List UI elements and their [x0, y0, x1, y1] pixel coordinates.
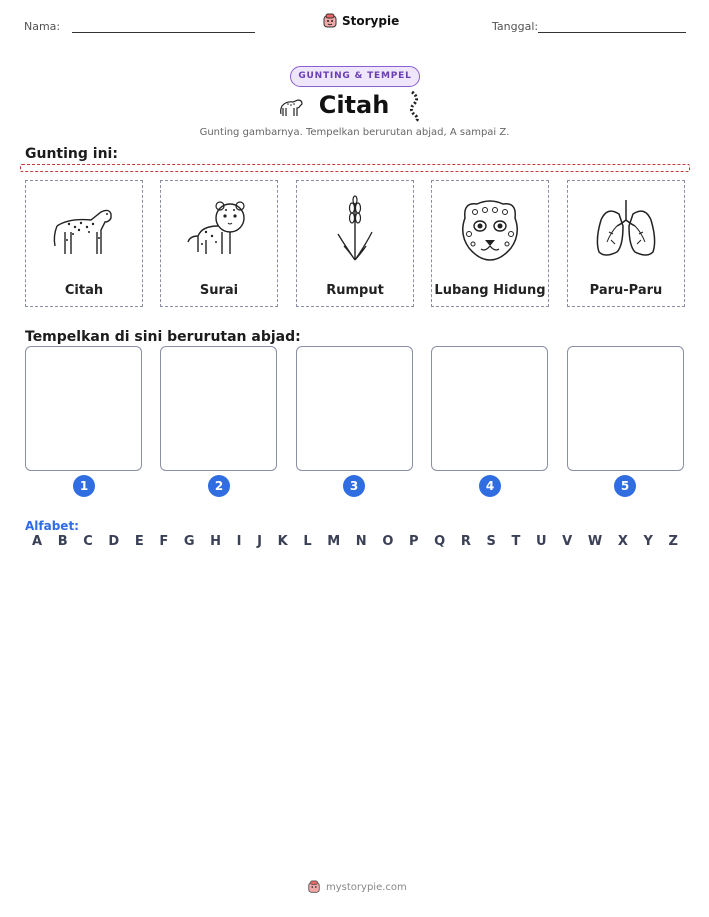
alphabet-letter: W [587, 534, 603, 549]
alphabet-letter: D [108, 534, 120, 549]
paste-slot-4[interactable] [431, 346, 548, 471]
card-label: Rumput [326, 283, 384, 298]
cut-card-surai[interactable] [160, 180, 278, 307]
card-label: Citah [64, 283, 104, 298]
cut-card-lubang-hidung[interactable] [431, 180, 549, 307]
alphabet-letter: C [83, 534, 93, 549]
paste-slot-1[interactable] [25, 346, 142, 471]
alphabet-letter: Q [434, 534, 446, 549]
slot-number-2: 2 [208, 475, 230, 497]
cut-card-citah[interactable] [25, 180, 143, 307]
brand-logo [322, 13, 399, 29]
instructions: Gunting gambarnya. Tempelkan berurutan abjad, A sampai Z. [199, 127, 510, 138]
card-label: Lubang Hidung [434, 283, 546, 298]
alphabet-letter: B [57, 534, 68, 549]
cut-section-title: Gunting ini: [25, 146, 118, 162]
alphabet-letter: P [409, 534, 419, 549]
activity-badge: GUNTING & TEMPEL [290, 66, 420, 87]
alphabet-letter: Z [668, 534, 678, 549]
name-line[interactable] [72, 32, 255, 33]
alphabet-letter: F [159, 534, 169, 549]
alphabet-letter: N [355, 534, 367, 549]
leopard-face-icon [455, 194, 525, 264]
alphabet-letter: U [535, 534, 547, 549]
storypie-mascot-icon [307, 880, 321, 894]
alphabet-letter: V [562, 534, 573, 549]
date-label: Tanggal: [492, 20, 539, 33]
alphabet-letter: M [327, 534, 341, 549]
paste-slot-2[interactable] [160, 346, 277, 471]
alphabet-letter: O [382, 534, 394, 549]
footer [307, 880, 407, 894]
cheetah-small-icon [278, 92, 306, 120]
alphabet-letter: K [277, 534, 288, 549]
brand-name: Storypie [342, 14, 400, 28]
alphabet-row [32, 534, 678, 549]
alphabet-letter: H [210, 534, 222, 549]
cut-card-rumput[interactable] [296, 180, 414, 307]
alphabet-letter: R [460, 534, 471, 549]
alphabet-letter: T [511, 534, 521, 549]
alphabet-letter: S [486, 534, 496, 549]
slot-number-4: 4 [479, 475, 501, 497]
grass-icon [330, 194, 380, 264]
cut-card-paru-paru[interactable] [567, 180, 685, 307]
card-label: Paru-Paru [589, 283, 663, 298]
alphabet-letter: Y [643, 534, 653, 549]
footer-url[interactable]: mystorypie.com [326, 881, 407, 893]
alphabet-letter: A [32, 534, 43, 549]
tail-icon [406, 90, 424, 122]
alphabet-letter: J [257, 534, 262, 549]
cub-icon [184, 196, 254, 262]
alphabet-title: Alfabet: [25, 519, 79, 533]
alphabet-letter: X [617, 534, 628, 549]
alphabet-letter: I [236, 534, 242, 549]
paste-section-title: Tempelkan di sini berurutan abjad: [25, 329, 301, 345]
lungs-icon [591, 196, 661, 262]
slot-number-5: 5 [614, 475, 636, 497]
card-label: Surai [199, 283, 239, 298]
slot-number-3: 3 [343, 475, 365, 497]
date-line[interactable] [538, 32, 686, 33]
paste-slot-5[interactable] [567, 346, 684, 471]
alphabet-letter: E [134, 534, 144, 549]
alphabet-letter: G [183, 534, 195, 549]
cheetah-icon [49, 196, 119, 262]
slot-number-1: 1 [73, 475, 95, 497]
cut-line [20, 164, 690, 172]
paste-slot-3[interactable] [296, 346, 413, 471]
storypie-mascot-icon [322, 13, 338, 29]
alphabet-letter: L [303, 534, 312, 549]
name-label: Nama: [24, 20, 61, 33]
page-title: Citah [318, 91, 390, 119]
